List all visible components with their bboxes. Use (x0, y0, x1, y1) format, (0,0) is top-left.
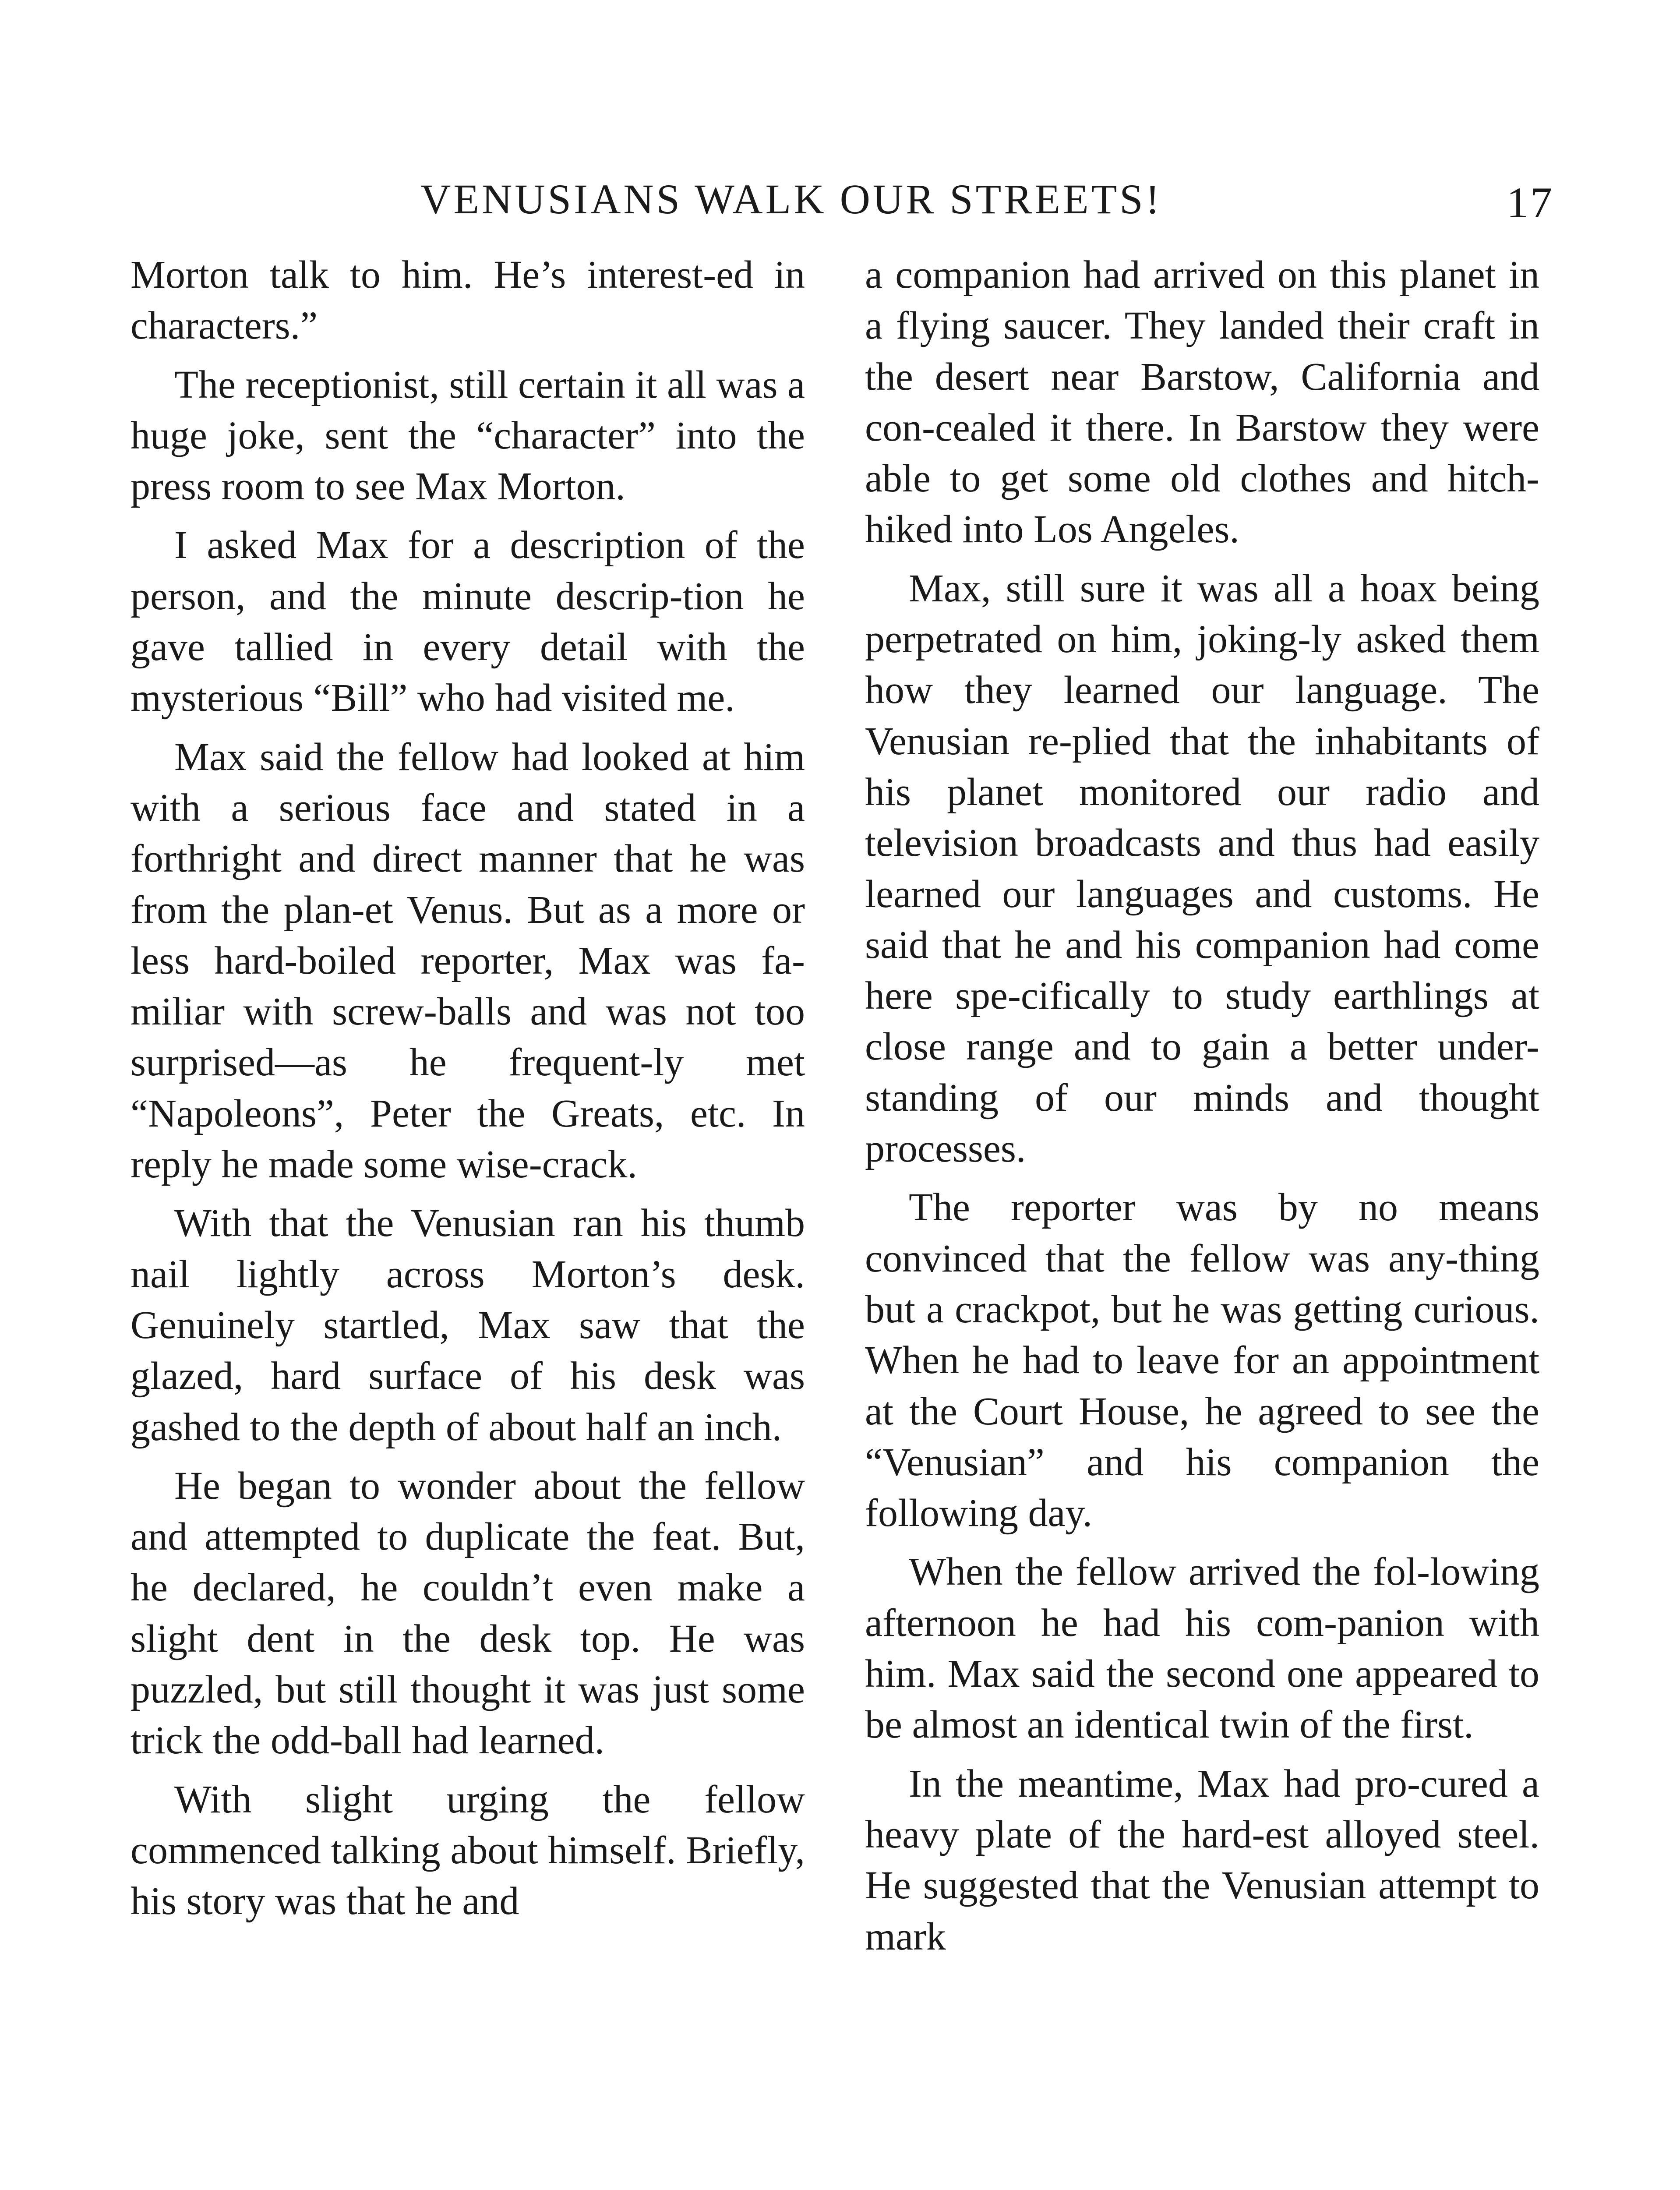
paragraph: The receptionist, still certain it all was a huge joke, sent the “character” into the press room to see Max Morton. (131, 363, 805, 509)
paragraph: Max, still sure it was all a hoax being perpetrated on him, joking-ly asked them how they learned our language. The Venusian re-plied that the inhabitants of his planet monitored our radio and television broadcasts and thus had easily learned our languages and customs. He said that he and his companion had come here spe-cifically to study earthlings at close range and to gain a better under-standing of our minds and thought processes. (865, 566, 1539, 1171)
paragraph: In the meantime, Max had pro-cured a heavy plate of the hard-est alloyed steel. He suggested that the Venusian attempt to mark (865, 1762, 1539, 1958)
page-number: 17 (1507, 178, 1554, 227)
page-header (0, 173, 1680, 234)
paragraph: a companion had arrived on this planet in a flying saucer. They landed their craft in the desert near Barstow, California and con-cealed it there. In Barstow they were able to get some old clothes and hitch-hiked into Los Angeles. (865, 253, 1539, 551)
paragraph: Max said the fellow had looked at him with a serious face and stated in a forthright and direct manner that he was from the plan-et Venus. But as a more or less hard-boiled reporter, Max was fa-miliar with screw-balls and was not too surprised—as he frequent-ly met “Napoleons”, Peter the Greats, etc. In reply he made some wise-crack. (131, 735, 805, 1187)
right-column (865, 250, 1539, 1970)
left-column (131, 250, 805, 1935)
paragraph: The reporter was by no means convinced that the fellow was any-thing but a crackpot, but he was getting curious. When he had to leave for an appointment at the Court House, he agreed to see the “Venusian” and his companion the following day. (865, 1186, 1539, 1535)
paragraph: With slight urging the fellow commenced talking about himself. Briefly, his story was that he and (131, 1777, 805, 1923)
paragraph: He began to wonder about the fellow and attempted to duplicate the feat. But, he declared, he couldn’t even make a slight dent in the desk top. He was puzzled, but still thought it was just some trick the odd-ball had learned. (131, 1464, 805, 1763)
running-title: VENUSIANS WALK OUR STREETS! (420, 176, 1162, 223)
paragraph: Morton talk to him. He’s interest-ed in characters.” (131, 253, 805, 348)
paragraph: I asked Max for a description of the person, and the minute descrip-tion he gave tallied in every detail with the mysterious “Bill” who had visited me. (131, 523, 805, 720)
paragraph: When the fellow arrived the fol-lowing afternoon he had his com-panion with him. Max said the second one appeared to be almost an identical twin of the first. (865, 1550, 1539, 1747)
paragraph: With that the Venusian ran his thumb nail lightly across Morton’s desk. Genuinely startled, Max saw that the glazed, hard surface of his desk was gashed to the depth of about half an inch. (131, 1201, 805, 1449)
